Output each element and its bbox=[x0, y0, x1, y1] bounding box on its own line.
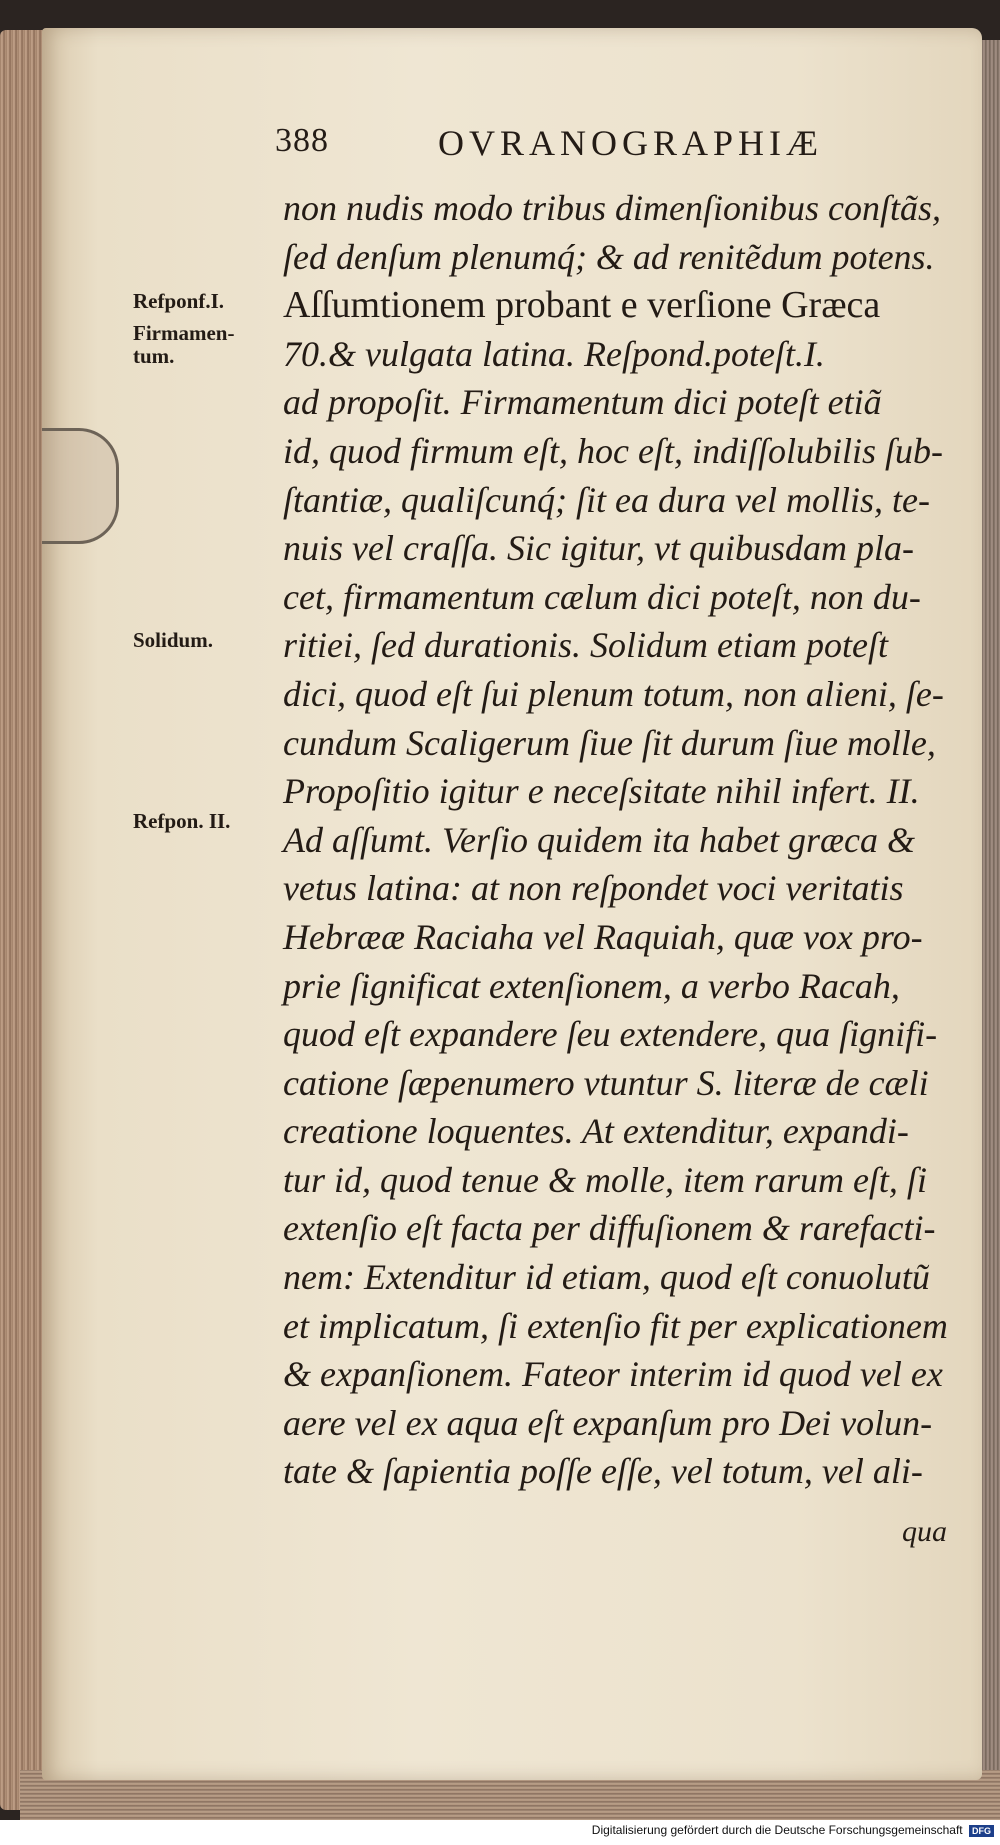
text-line: nuis vel craſſa. Sic igitur, vt quibusdam pla- bbox=[283, 528, 914, 569]
text-line: non nudis modo tribus dimenſionibus conſtãs, bbox=[283, 188, 942, 228]
text-line: 70.& vulgata latina. Reſpond.poteſt.I. bbox=[283, 333, 825, 374]
text-line: cundum Scaligerum ſiue ſit durum ſiue molle, bbox=[283, 722, 936, 763]
text-line: extenſio eſt facta per diffuſionem & rarefacti- bbox=[283, 1208, 936, 1249]
text-line: ſtantiæ, qualiſcunq́; ſit ea dura vel mollis, te- bbox=[283, 479, 930, 520]
catchword: qua bbox=[902, 1515, 947, 1548]
text-line: Aſſumtionem probant e verſione Græca bbox=[283, 284, 881, 327]
page-clip bbox=[42, 428, 119, 544]
text-line: ſed denſum plenumq́; & ad renitẽdum potens. bbox=[283, 236, 935, 277]
text-line: dici, quod eſt ſui plenum totum, non alieni, ſe- bbox=[283, 673, 944, 714]
book-page-edges-left bbox=[0, 30, 48, 1810]
text-line: creatione loquentes. At extenditur, expandi- bbox=[283, 1111, 909, 1152]
text-line: tur id, quod tenue & molle, item rarum eſt, ſi bbox=[283, 1159, 927, 1200]
text-line: tate & ſapientia poſſe eſſe, vel totum, vel ali- bbox=[283, 1451, 923, 1492]
credit-text: Digitalisierung gefördert durch die Deutsche Forschungsgemeinschaft bbox=[591, 1823, 963, 1837]
text-line: et implicatum, ſi extenſio fit per explicationem bbox=[283, 1305, 948, 1346]
running-title: OVRANOGRAPHIÆ bbox=[438, 123, 824, 163]
text-line: quod eſt expandere ſeu extendere, qua ſignifi- bbox=[283, 1014, 938, 1055]
margin-note-respon-2: Refpon. II. bbox=[133, 809, 231, 833]
text-line: vetus latina: at non reſpondet voci veritatis bbox=[283, 868, 904, 909]
page-number: 388 bbox=[275, 122, 329, 159]
text-line: & expanſionem. Fateor interim id quod vel ex bbox=[283, 1354, 943, 1395]
text-line: nem: Extenditur id etiam, quod eſt conuolutũ bbox=[283, 1257, 930, 1298]
text-line: Propoſitio igitur e neceſsitate nihil infert. II. bbox=[283, 771, 920, 812]
text-line: ritiei, ſed durationis. Solidum etiam poteſt bbox=[283, 625, 888, 666]
dfg-logo-icon: DFG bbox=[969, 1825, 994, 1837]
text-line: cet, firmamentum cælum dici poteſt, non du- bbox=[283, 576, 921, 617]
margin-note-firmamentum-cont: tum. bbox=[133, 344, 175, 368]
page-header bbox=[0, 122, 1000, 172]
text-line: aere vel ex aqua eſt expanſum pro Dei volun- bbox=[283, 1402, 933, 1443]
main-text bbox=[283, 184, 973, 1496]
text-line: catione ſæpenumero vtuntur S. literæ de cæli bbox=[283, 1062, 929, 1103]
text-line: id, quod firmum eſt, hoc eſt, indiſſolubilis ſub- bbox=[283, 430, 943, 471]
text-line: prie ſignificat extenſionem, a verbo Racah, bbox=[283, 965, 900, 1006]
text-line: Ad aſſumt. Verſio quidem ita habet græca & bbox=[283, 819, 915, 860]
margin-note-firmamentum: Firmamen- bbox=[133, 321, 235, 345]
margin-note-respons-1: Refponf.I. bbox=[133, 289, 225, 313]
digitization-credit bbox=[592, 1823, 994, 1837]
text-line: ad propoſit. Firmamentum dici poteſt etiã bbox=[283, 382, 882, 423]
margin-note-solidum: Solidum. bbox=[133, 628, 213, 652]
text-line: Hebrææ Raciaha vel Raquiah, quæ vox pro- bbox=[283, 916, 923, 957]
